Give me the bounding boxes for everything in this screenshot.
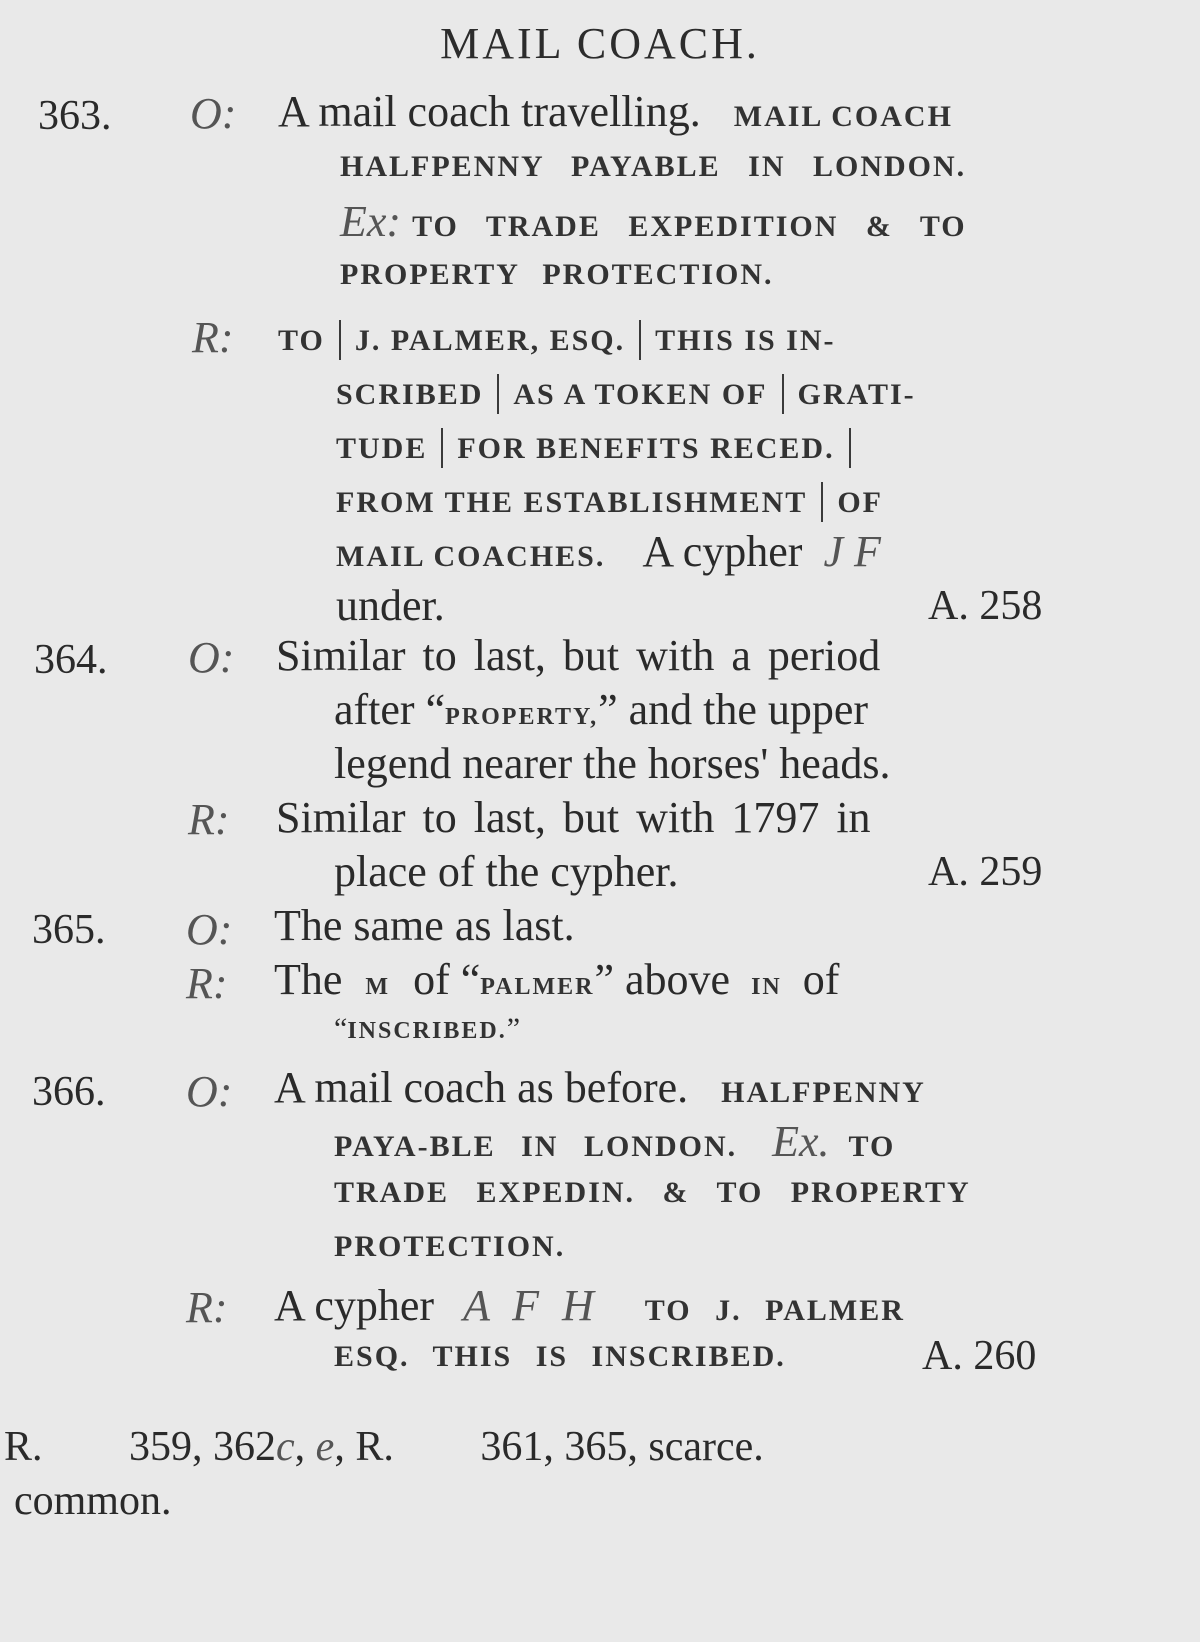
reverse-label: R: xyxy=(186,959,228,1008)
reverse-text: place of the cypher. xyxy=(334,847,679,896)
entry-number-366: 366. xyxy=(32,1069,106,1115)
reverse-label: R: xyxy=(192,313,234,362)
reverse-label: R: xyxy=(186,1283,228,1332)
entry-number-363: 363. xyxy=(38,93,112,139)
reference-a259: A. 259 xyxy=(928,849,1043,895)
obverse-label: O: xyxy=(188,633,235,682)
reverse-legend: FROM THE ESTABLISHMENT OF xyxy=(336,476,883,522)
footer-common: common. xyxy=(14,1478,172,1524)
reverse-legend: MAIL COACHES. A cypher J F xyxy=(336,527,881,576)
reference-a258: A. 258 xyxy=(928,583,1043,629)
obverse-legend: PROTECTION. xyxy=(334,1230,566,1263)
reverse-legend: SCRIBED AS A TOKEN OF GRATI- xyxy=(336,368,916,414)
obverse-text: legend nearer the horses' heads. xyxy=(334,739,891,788)
page-title: MAIL COACH. xyxy=(440,19,760,68)
obverse-label: O: xyxy=(186,905,233,954)
obverse-label: O: xyxy=(190,89,237,138)
entry-number-364: 364. xyxy=(34,637,108,683)
reverse-text: “INSCRIBED.” xyxy=(334,1012,521,1045)
reverse-text: The M of “PALMER” above IN of xyxy=(274,955,840,1004)
obverse-text: Similar to last, but with a period xyxy=(276,631,881,680)
obverse-legend: PROPERTY PROTECTION. xyxy=(340,258,774,291)
obverse-legend: MAIL COACH xyxy=(733,100,953,133)
reverse-legend: TO J. PALMER, ESQ. THIS IS IN- xyxy=(278,314,836,360)
obverse-label: O: xyxy=(186,1067,233,1116)
obverse-legend: PAYA-BLE IN LONDON. Ex. TO xyxy=(334,1117,896,1166)
reverse-text: Similar to last, but with 1797 in xyxy=(276,793,871,842)
obverse-text: A mail coach travelling. MAIL COACH xyxy=(278,87,953,136)
obverse-text: The same as last. xyxy=(274,901,575,950)
obverse-text: after “PROPERTY,” and the upper xyxy=(334,685,869,734)
obverse-legend: HALFPENNY PAYABLE IN LONDON. xyxy=(340,150,967,183)
footer-rarity: R. 359, 362c, e, R. 361, 365, scarce. xyxy=(4,1424,764,1470)
obverse-text: A mail coach as before. HALFPENNY xyxy=(274,1063,926,1112)
reverse-text: under. xyxy=(336,581,445,630)
reverse-legend: TUDE FOR BENEFITS RECED. xyxy=(336,422,865,468)
obverse-exergue: Ex: TO TRADE EXPEDITION & TO xyxy=(340,197,967,246)
entry-number-365: 365. xyxy=(32,907,106,953)
reference-a260: A. 260 xyxy=(922,1333,1037,1379)
reverse-label: R: xyxy=(188,795,230,844)
reverse-legend: ESQ. THIS IS INSCRIBED. xyxy=(334,1340,786,1373)
reverse-text: A cypher A F H TO J. PALMER xyxy=(274,1281,905,1330)
obverse-legend: TRADE EXPEDIN. & TO PROPERTY xyxy=(334,1176,971,1209)
